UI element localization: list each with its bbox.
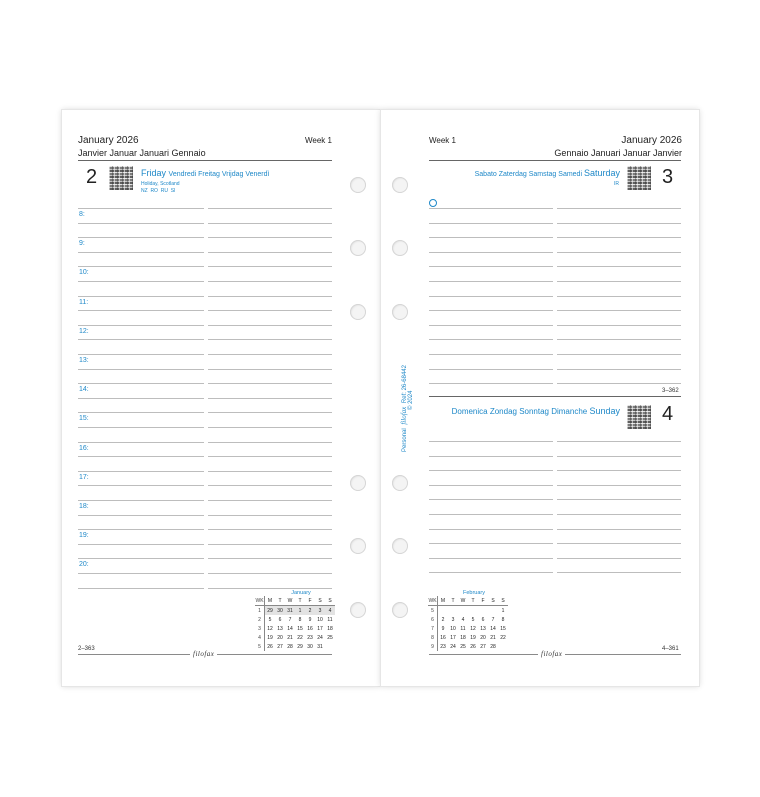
binder-hole bbox=[392, 240, 408, 256]
writing-line[interactable] bbox=[557, 529, 681, 530]
writing-line[interactable] bbox=[557, 485, 681, 486]
saturday-day-number: 3 bbox=[662, 166, 674, 188]
january-mini-calendar bbox=[255, 590, 335, 651]
writing-line[interactable] bbox=[78, 354, 204, 355]
writing-line[interactable] bbox=[429, 237, 553, 238]
mini-calendar-week-row bbox=[255, 624, 335, 633]
weekend-divider-rule bbox=[429, 396, 681, 397]
mini-calendar-week-row bbox=[428, 615, 508, 624]
writing-line[interactable] bbox=[208, 427, 332, 428]
writing-line[interactable] bbox=[78, 237, 204, 238]
writing-line[interactable] bbox=[208, 208, 332, 209]
writing-line[interactable] bbox=[78, 369, 204, 370]
writing-line[interactable] bbox=[208, 310, 332, 311]
calendar-day: 28 bbox=[287, 643, 293, 650]
calendar-day: 25 bbox=[460, 643, 466, 650]
writing-line[interactable] bbox=[208, 383, 332, 384]
calendar-day: 17 bbox=[317, 625, 323, 632]
mini-calendar-week-row bbox=[255, 615, 335, 624]
writing-line[interactable] bbox=[557, 281, 681, 282]
writing-line[interactable] bbox=[208, 339, 332, 340]
hour-label: 12: bbox=[79, 328, 89, 335]
writing-line[interactable] bbox=[557, 543, 681, 544]
saturday-country: IR bbox=[614, 181, 619, 187]
calendar-day: 21 bbox=[490, 634, 496, 641]
binder-hole bbox=[350, 177, 366, 193]
writing-line[interactable] bbox=[208, 558, 332, 559]
writing-line[interactable] bbox=[208, 515, 332, 516]
writing-line[interactable] bbox=[429, 223, 553, 224]
writing-line[interactable] bbox=[78, 208, 204, 209]
hour-label: 8: bbox=[79, 211, 85, 218]
hour-label: 18: bbox=[79, 503, 89, 510]
writing-line[interactable] bbox=[429, 572, 553, 573]
calendar-day: 31 bbox=[317, 643, 323, 650]
writing-line[interactable] bbox=[208, 223, 332, 224]
binder-hole bbox=[350, 240, 366, 256]
writing-line[interactable] bbox=[78, 500, 204, 501]
week-number: 9 bbox=[428, 642, 438, 651]
calendar-day: 5 bbox=[268, 616, 272, 623]
writing-line[interactable] bbox=[557, 237, 681, 238]
writing-line[interactable] bbox=[557, 369, 681, 370]
calendar-day bbox=[488, 606, 498, 616]
writing-line[interactable] bbox=[208, 588, 332, 589]
calendar-day: 30 bbox=[307, 643, 313, 650]
writing-line[interactable] bbox=[78, 471, 204, 472]
sunday-translations: Domenica Zondag Sonntag Dimanche bbox=[451, 407, 588, 416]
spine-ref: Ref: 26-68442 bbox=[402, 365, 408, 404]
friday-holiday: Holiday, Scotland bbox=[141, 181, 180, 187]
writing-line[interactable] bbox=[557, 514, 681, 515]
february-mini-calendar bbox=[428, 590, 508, 651]
writing-line[interactable] bbox=[557, 499, 681, 500]
writing-line[interactable] bbox=[557, 223, 681, 224]
writing-line[interactable] bbox=[208, 354, 332, 355]
writing-line[interactable] bbox=[78, 573, 204, 574]
calendar-day: 9 bbox=[308, 616, 312, 623]
calendar-day: 10 bbox=[450, 625, 456, 632]
calendar-day: 27 bbox=[480, 643, 486, 650]
calendar-day: 22 bbox=[500, 634, 506, 641]
friday-day-name bbox=[141, 168, 269, 178]
calendar-day: 7 bbox=[491, 616, 495, 623]
writing-line[interactable] bbox=[78, 252, 204, 253]
writing-line[interactable] bbox=[429, 325, 553, 326]
left-day-count: 2–363 bbox=[78, 646, 95, 652]
writing-line[interactable] bbox=[208, 398, 332, 399]
calendar-day: 7 bbox=[288, 616, 292, 623]
calendar-day: 23 bbox=[440, 643, 446, 650]
writing-line[interactable] bbox=[78, 223, 204, 224]
calendar-day: 24 bbox=[317, 634, 323, 641]
calendar-day: 30 bbox=[275, 606, 285, 616]
calendar-day: 5 bbox=[471, 616, 475, 623]
calendar-day: 3 bbox=[315, 606, 325, 616]
mini-calendar-title: February bbox=[462, 590, 485, 596]
qr-code-icon bbox=[627, 166, 651, 190]
weekday-header: S bbox=[488, 596, 498, 606]
hour-label: 17: bbox=[79, 474, 89, 481]
calendar-day: 26 bbox=[267, 643, 273, 650]
weekday-header: S bbox=[325, 596, 335, 606]
writing-line[interactable] bbox=[78, 383, 204, 384]
writing-line[interactable] bbox=[208, 456, 332, 457]
writing-line[interactable] bbox=[208, 412, 332, 413]
mini-calendar-title: January bbox=[291, 590, 311, 596]
mini-calendar-week-row bbox=[428, 606, 508, 616]
left-week-label: Week 1 bbox=[305, 136, 332, 145]
weekday-header: T bbox=[468, 596, 478, 606]
writing-line[interactable] bbox=[557, 354, 681, 355]
calendar-day: 15 bbox=[297, 625, 303, 632]
calendar-day: 29 bbox=[297, 643, 303, 650]
saturday-day-count: 3–362 bbox=[662, 388, 679, 394]
calendar-day: 28 bbox=[490, 643, 496, 650]
writing-line[interactable] bbox=[78, 281, 204, 282]
week-number: 1 bbox=[255, 606, 265, 616]
calendar-day: 11 bbox=[327, 616, 333, 623]
writing-line[interactable] bbox=[557, 383, 681, 384]
calendar-day: 14 bbox=[287, 625, 293, 632]
calendar-day: 3 bbox=[451, 616, 455, 623]
weekday-header: M bbox=[265, 596, 276, 606]
writing-line[interactable] bbox=[78, 529, 204, 530]
week-number: 8 bbox=[428, 633, 438, 642]
binder-hole bbox=[392, 304, 408, 320]
weekday-header: T bbox=[295, 596, 305, 606]
writing-line[interactable] bbox=[208, 544, 332, 545]
weekday-header: W bbox=[458, 596, 468, 606]
calendar-day: 29 bbox=[265, 606, 276, 616]
mini-calendar-header-row bbox=[255, 596, 335, 606]
calendar-day bbox=[458, 606, 468, 616]
week-number: 4 bbox=[255, 633, 265, 642]
saturday-day-name bbox=[475, 168, 620, 178]
calendar-day bbox=[438, 606, 449, 616]
hour-label: 11: bbox=[79, 299, 89, 306]
calendar-day: 1 bbox=[501, 607, 505, 614]
writing-line[interactable] bbox=[208, 485, 332, 486]
writing-line[interactable] bbox=[78, 398, 204, 399]
calendar-day: 11 bbox=[460, 625, 466, 632]
calendar-day: 25 bbox=[327, 634, 333, 641]
writing-line[interactable] bbox=[429, 296, 553, 297]
filofax-logo: filofax bbox=[538, 650, 565, 658]
writing-line[interactable] bbox=[429, 485, 553, 486]
writing-line[interactable] bbox=[78, 325, 204, 326]
calendar-day: 13 bbox=[480, 625, 486, 632]
right-day-count: 4–361 bbox=[662, 646, 679, 652]
calendar-day: 10 bbox=[317, 616, 323, 623]
calendar-day: 2 bbox=[441, 616, 445, 623]
weekday-header: S bbox=[315, 596, 325, 606]
writing-line[interactable] bbox=[78, 588, 204, 589]
calendar-day: 8 bbox=[501, 616, 505, 623]
sunday-day-name bbox=[452, 406, 620, 416]
writing-line[interactable] bbox=[429, 281, 553, 282]
writing-line[interactable] bbox=[429, 383, 553, 384]
writing-line[interactable] bbox=[78, 296, 204, 297]
writing-line[interactable] bbox=[557, 266, 681, 267]
calendar-day bbox=[448, 606, 458, 616]
calendar-day: 4 bbox=[461, 616, 465, 623]
calendar-day: 19 bbox=[267, 634, 273, 641]
writing-line[interactable] bbox=[557, 558, 681, 559]
spine-personal: Personal bbox=[402, 428, 408, 452]
spine-brand: filofax bbox=[400, 406, 408, 425]
writing-line[interactable] bbox=[557, 310, 681, 311]
writing-line[interactable] bbox=[429, 339, 553, 340]
writing-line[interactable] bbox=[557, 456, 681, 457]
hour-label: 19: bbox=[79, 532, 89, 539]
hour-label: 9: bbox=[79, 240, 85, 247]
binder-hole bbox=[392, 475, 408, 491]
calendar-day: 12 bbox=[267, 625, 273, 632]
writing-line[interactable] bbox=[208, 325, 332, 326]
writing-line[interactable] bbox=[557, 339, 681, 340]
writing-line[interactable] bbox=[429, 266, 553, 267]
mini-calendar-grid bbox=[428, 596, 508, 651]
friday-label: Friday bbox=[141, 168, 167, 178]
week-number: 5 bbox=[255, 642, 265, 651]
filofax-logo: filofax bbox=[190, 650, 217, 658]
writing-line[interactable] bbox=[208, 500, 332, 501]
writing-line[interactable] bbox=[557, 441, 681, 442]
mini-calendar-header-row bbox=[428, 596, 508, 606]
calendar-day: 31 bbox=[285, 606, 295, 616]
task-circle bbox=[429, 199, 437, 207]
writing-line[interactable] bbox=[429, 529, 553, 530]
calendar-day: 19 bbox=[470, 634, 476, 641]
writing-line[interactable] bbox=[78, 339, 204, 340]
mini-calendar-week-row bbox=[255, 642, 335, 651]
writing-line[interactable] bbox=[208, 442, 332, 443]
weekday-header: S bbox=[498, 596, 508, 606]
calendar-day: 20 bbox=[480, 634, 486, 641]
weekday-header: T bbox=[448, 596, 458, 606]
writing-line[interactable] bbox=[208, 529, 332, 530]
mini-calendar-week-row bbox=[255, 633, 335, 642]
calendar-day: 17 bbox=[450, 634, 456, 641]
calendar-day bbox=[478, 606, 488, 616]
binder-hole bbox=[350, 475, 366, 491]
hour-label: 20: bbox=[79, 561, 89, 568]
hour-label: 10: bbox=[79, 269, 89, 276]
writing-line[interactable] bbox=[557, 325, 681, 326]
saturday-translations: Sabato Zaterdag Samstag Samedi bbox=[474, 171, 583, 178]
binder-hole bbox=[392, 602, 408, 618]
week-number: 7 bbox=[428, 624, 438, 633]
binder-hole bbox=[392, 538, 408, 554]
writing-line[interactable] bbox=[208, 252, 332, 253]
weekday-header: WK bbox=[428, 597, 437, 604]
binder-hole bbox=[350, 538, 366, 554]
week-number: 6 bbox=[428, 615, 438, 624]
weekday-header: W bbox=[285, 596, 295, 606]
mini-calendar-week-row bbox=[428, 633, 508, 642]
writing-line[interactable] bbox=[429, 252, 553, 253]
mini-calendar-week-row bbox=[428, 624, 508, 633]
writing-line[interactable] bbox=[557, 296, 681, 297]
writing-line[interactable] bbox=[429, 514, 553, 515]
writing-line[interactable] bbox=[78, 456, 204, 457]
writing-line[interactable] bbox=[557, 252, 681, 253]
writing-line[interactable] bbox=[208, 296, 332, 297]
weekday-header: WK bbox=[255, 597, 264, 604]
writing-line[interactable] bbox=[557, 470, 681, 471]
friday-translations: Vendredi Freitag Vrijdag Venerdì bbox=[168, 171, 270, 178]
writing-line[interactable] bbox=[429, 369, 553, 370]
writing-line[interactable] bbox=[429, 543, 553, 544]
qr-code-icon bbox=[109, 166, 133, 190]
calendar-day: 20 bbox=[277, 634, 283, 641]
binder-hole bbox=[350, 304, 366, 320]
right-month-languages: Gennaio Januari Januar Janvier bbox=[554, 148, 682, 158]
hour-label: 16: bbox=[79, 445, 89, 452]
mini-calendar-grid bbox=[255, 596, 335, 651]
left-month-title: January 2026 bbox=[78, 135, 139, 146]
writing-line[interactable] bbox=[208, 471, 332, 472]
hour-label: 13: bbox=[79, 357, 89, 364]
calendar-day: 1 bbox=[295, 606, 305, 616]
calendar-day: 14 bbox=[490, 625, 496, 632]
calendar-day: 16 bbox=[307, 625, 313, 632]
calendar-day: 2 bbox=[305, 606, 315, 616]
calendar-day: 23 bbox=[307, 634, 313, 641]
writing-line[interactable] bbox=[429, 208, 553, 209]
writing-line[interactable] bbox=[429, 558, 553, 559]
writing-line[interactable] bbox=[429, 310, 553, 311]
writing-line[interactable] bbox=[208, 266, 332, 267]
left-header-rule bbox=[78, 160, 332, 161]
writing-line[interactable] bbox=[429, 499, 553, 500]
hour-label: 14: bbox=[79, 386, 89, 393]
calendar-day: 4 bbox=[325, 606, 335, 616]
writing-line[interactable] bbox=[208, 369, 332, 370]
week-number: 5 bbox=[428, 606, 438, 616]
right-header-rule bbox=[429, 160, 681, 161]
sunday-day-number: 4 bbox=[662, 403, 674, 425]
calendar-day: 27 bbox=[277, 643, 283, 650]
calendar-day: 9 bbox=[441, 625, 445, 632]
calendar-day: 6 bbox=[481, 616, 485, 623]
weekday-header: F bbox=[478, 596, 488, 606]
calendar-day: 21 bbox=[287, 634, 293, 641]
weekday-header: T bbox=[275, 596, 285, 606]
writing-line[interactable] bbox=[78, 442, 204, 443]
calendar-day: 8 bbox=[298, 616, 302, 623]
right-week-label: Week 1 bbox=[429, 136, 456, 145]
writing-line[interactable] bbox=[429, 354, 553, 355]
calendar-day: 18 bbox=[460, 634, 466, 641]
calendar-day: 6 bbox=[278, 616, 282, 623]
writing-line[interactable] bbox=[557, 208, 681, 209]
saturday-label: Saturday bbox=[583, 168, 620, 178]
calendar-day: 18 bbox=[327, 625, 333, 632]
writing-line[interactable] bbox=[78, 485, 204, 486]
calendar-day: 26 bbox=[470, 643, 476, 650]
friday-day-number: 2 bbox=[86, 166, 98, 188]
calendar-day bbox=[498, 642, 508, 651]
writing-line[interactable] bbox=[78, 544, 204, 545]
weekday-header: M bbox=[438, 596, 449, 606]
left-month-languages: Janvier Januar Januari Gennaio bbox=[78, 148, 206, 158]
calendar-day bbox=[325, 642, 335, 651]
calendar-day: 16 bbox=[440, 634, 446, 641]
writing-line[interactable] bbox=[78, 427, 204, 428]
qr-code-icon bbox=[627, 405, 651, 429]
calendar-day: 15 bbox=[500, 625, 506, 632]
writing-line[interactable] bbox=[429, 456, 553, 457]
writing-line[interactable] bbox=[78, 310, 204, 311]
week-number: 2 bbox=[255, 615, 265, 624]
calendar-day bbox=[468, 606, 478, 616]
friday-countries: NZ RO RU SI bbox=[141, 188, 176, 194]
writing-line[interactable] bbox=[208, 237, 332, 238]
mini-calendar-week-row bbox=[428, 642, 508, 651]
calendar-day: 12 bbox=[470, 625, 476, 632]
writing-line[interactable] bbox=[208, 573, 332, 574]
calendar-day: 24 bbox=[450, 643, 456, 650]
writing-line[interactable] bbox=[208, 281, 332, 282]
hour-label: 15: bbox=[79, 415, 89, 422]
writing-line[interactable] bbox=[78, 558, 204, 559]
binder-hole bbox=[392, 177, 408, 193]
sunday-label: Sunday bbox=[589, 406, 620, 416]
right-month-title: January 2026 bbox=[621, 135, 682, 146]
calendar-day: 22 bbox=[297, 634, 303, 641]
writing-line[interactable] bbox=[429, 470, 553, 471]
binder-hole bbox=[350, 602, 366, 618]
writing-line[interactable] bbox=[78, 266, 204, 267]
writing-line[interactable] bbox=[557, 572, 681, 573]
writing-line[interactable] bbox=[429, 441, 553, 442]
writing-line[interactable] bbox=[78, 412, 204, 413]
week-number: 3 bbox=[255, 624, 265, 633]
writing-line[interactable] bbox=[78, 515, 204, 516]
weekday-header: F bbox=[305, 596, 315, 606]
calendar-day: 13 bbox=[277, 625, 283, 632]
mini-calendar-week-row bbox=[255, 606, 335, 616]
